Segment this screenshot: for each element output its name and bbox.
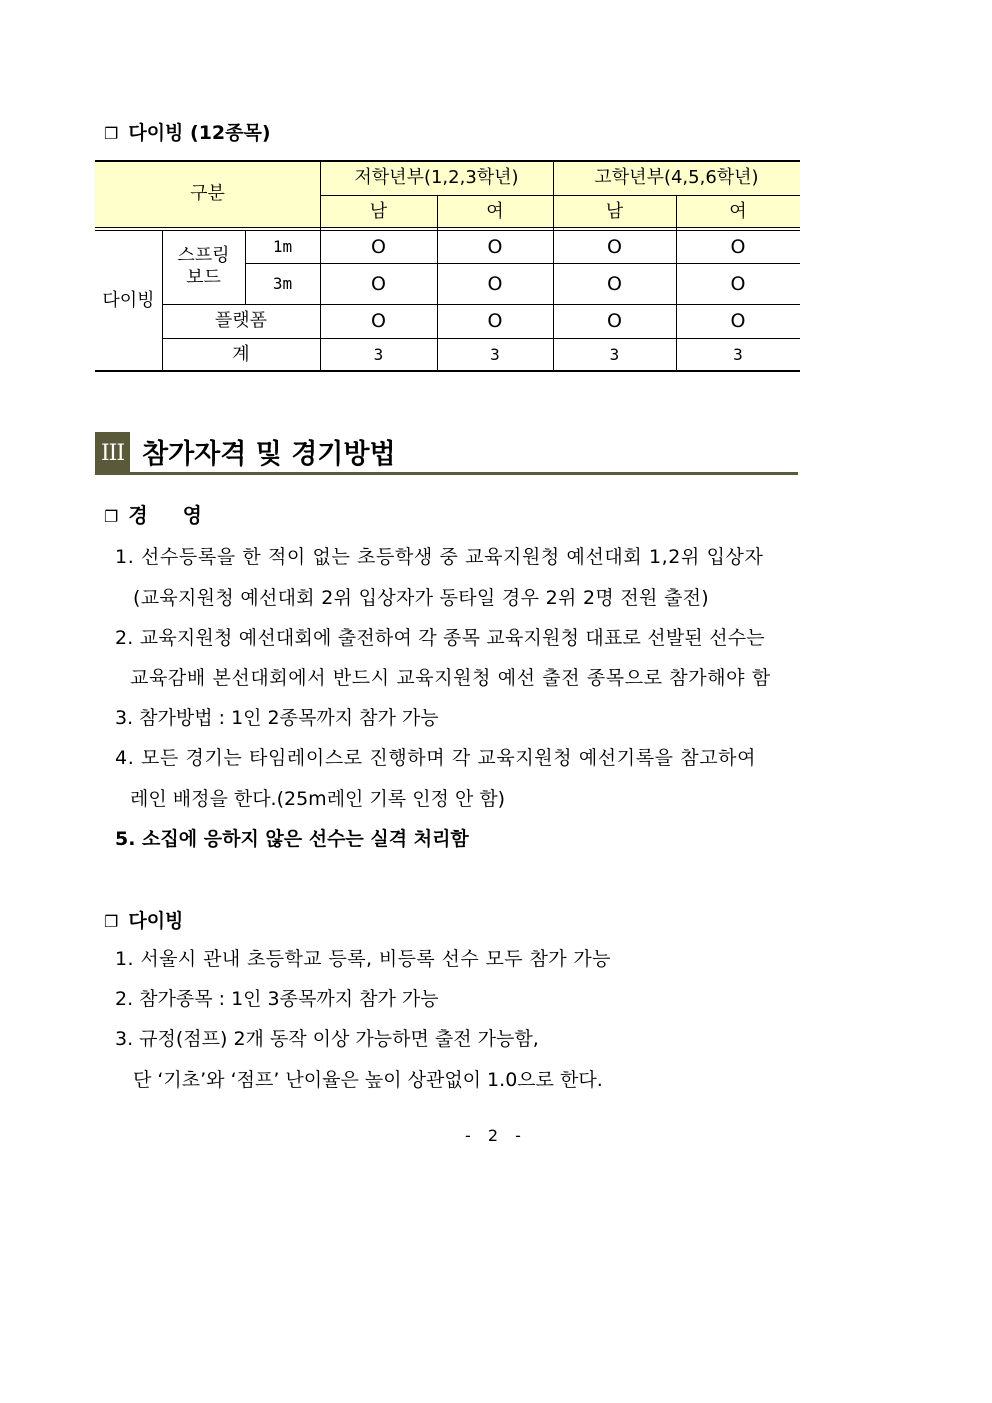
- table-cell: O: [607, 310, 622, 332]
- section-title: 참가자격 및 경기방법: [142, 439, 396, 470]
- swimming-line-3: 2. 교육지원청 예선대회에 출전하여 각 종목 교육지원청 대표로 선발된 선수는: [115, 627, 765, 649]
- header-upper-male: 남: [605, 200, 624, 222]
- swimming-line-8: 5. 소집에 응하지 않은 선수는 실격 처리함: [115, 828, 469, 850]
- diving-line-2: 2. 참가종목 : 1인 3종목까지 참가 가능: [115, 988, 439, 1010]
- row-label-1m: 1m: [272, 236, 293, 256]
- table-cell: O: [487, 235, 503, 258]
- springboard-label-1: 스프링: [177, 245, 230, 266]
- row-label-platform: 플랫폼: [214, 310, 268, 331]
- swimming-title: [104, 499, 216, 528]
- diving-line-3: 3. 규정(점프) 2개 동작 이상 가능하면 출전 가능함,: [115, 1028, 539, 1050]
- table-cell: O: [371, 310, 386, 332]
- swimming-line-4: 교육감배 본선대회에서 반드시 교육지원청 예선 출전 종목으로 참가해야 함: [130, 667, 771, 689]
- diving-title: [104, 906, 183, 933]
- row-springboard: [162, 230, 245, 304]
- swimming-line-2: (교육지원청 예선대회 2위 입상자가 동타일 경우 2위 2명 전원 출전): [133, 587, 709, 609]
- section-number-badge: III: [95, 432, 130, 474]
- square-bullet-icon: ❐: [104, 124, 119, 143]
- diving-title-text: 다이빙: [128, 910, 184, 932]
- row-label-total: 계: [232, 344, 250, 365]
- swimming-line-7: 레인 배정을 한다.(25m레인 기록 인정 안 함): [130, 788, 506, 810]
- table-cell: O: [607, 235, 622, 258]
- table-cell: O: [730, 310, 746, 332]
- square-bullet-icon: ❐: [104, 912, 119, 931]
- diving-table-title-text: 다이빙 (12종목): [128, 122, 271, 144]
- row-group-diving: 다이빙: [102, 290, 155, 311]
- swimming-line-1: 1. 선수등록을 한 적이 없는 초등학생 중 교육지원청 예선대회 1,2위 입상자: [115, 546, 764, 568]
- diving-table-title: [104, 118, 271, 145]
- row-label-3m: 3m: [272, 273, 293, 293]
- diving-line-1: 1. 서울시 관내 초등학교 등록, 비등록 선수 모두 참가 가능: [115, 948, 611, 970]
- table-cell: O: [371, 235, 386, 258]
- header-upper-female: 여: [729, 200, 747, 222]
- table-cell: 3: [733, 345, 743, 364]
- table-cell: 3: [490, 345, 500, 364]
- section-underline: [95, 472, 798, 475]
- table-cell: O: [487, 310, 503, 332]
- page-number: - 2 -: [465, 1126, 527, 1145]
- table-cell: 3: [373, 345, 384, 364]
- swimming-title-text: 경 영: [128, 503, 216, 527]
- swimming-line-6: 4. 모든 경기는 타임레이스로 진행하며 각 교육지원청 예선기록을 참고하여: [115, 747, 757, 769]
- diving-events-table: [95, 160, 800, 372]
- diving-line-4: 단 ‘기초’와 ‘점프’ 난이율은 높이 상관없이 1.0으로 한다.: [133, 1069, 603, 1091]
- table-cell: 3: [609, 345, 620, 364]
- header-lower-grades: 저학년부(1,2,3학년): [354, 166, 519, 188]
- header-category: 구분: [190, 183, 225, 204]
- header-lower-female: 여: [486, 200, 504, 222]
- table-cell: O: [607, 272, 622, 295]
- swimming-line-5: 3. 참가방법 : 1인 2종목까지 참가 가능: [115, 707, 439, 729]
- table-cell: O: [730, 272, 746, 295]
- square-bullet-icon: ❐: [104, 507, 119, 526]
- header-upper-grades: 고학년부(4,5,6학년): [594, 166, 759, 188]
- springboard-label-2: 보드: [186, 267, 221, 288]
- table-cell: O: [487, 272, 503, 295]
- table-cell: O: [371, 272, 386, 295]
- header-lower-male: 남: [369, 200, 388, 222]
- table-cell: O: [730, 235, 746, 258]
